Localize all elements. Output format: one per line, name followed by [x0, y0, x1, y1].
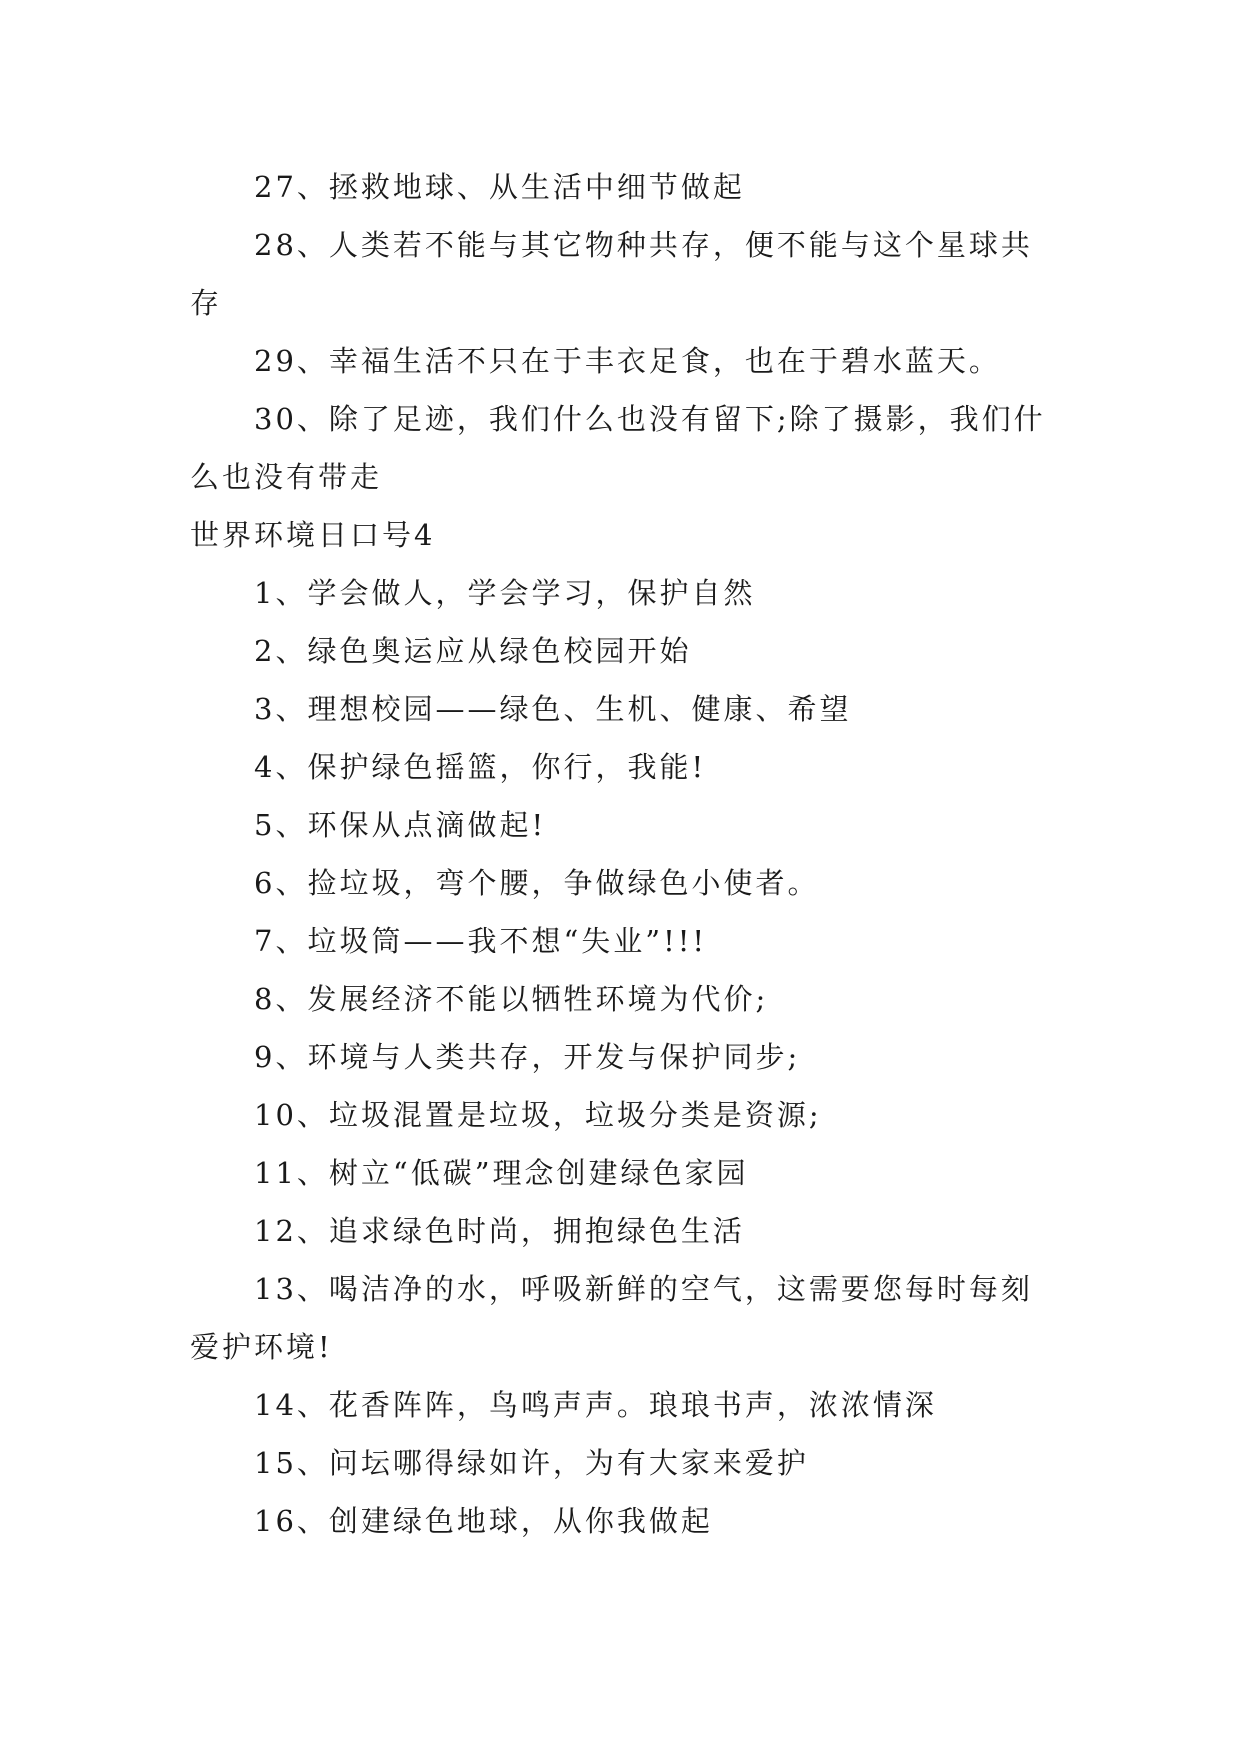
slogan-paragraph: 1、学会做人，学会学习，保护自然	[254, 576, 756, 610]
slogan-paragraph: 27、拯救地球、从生活中细节做起	[254, 170, 745, 204]
slogan-paragraph: 15、问坛哪得绿如许，为有大家来爱护	[254, 1446, 809, 1480]
slogan-paragraph: 10、垃圾混置是垃圾，垃圾分类是资源;	[254, 1098, 822, 1132]
slogan-paragraph: 8、发展经济不能以牺牲环境为代价;	[254, 982, 769, 1016]
slogan-paragraph: 13、喝洁净的水，呼吸新鲜的空气，这需要您每时每刻爱护环境!	[190, 1272, 1033, 1364]
slogan-paragraph: 29、幸福生活不只在于丰衣足食，也在于碧水蓝天。	[254, 344, 1001, 378]
slogan-paragraph: 5、环保从点滴做起!	[254, 808, 547, 842]
slogan-paragraph: 28、人类若不能与其它物种共存，便不能与这个星球共存	[190, 228, 1033, 320]
slogan-paragraph: 3、理想校园——绿色、生机、健康、希望	[254, 692, 852, 726]
slogan-paragraph: 2、绿色奥运应从绿色校园开始	[254, 634, 692, 668]
slogan-paragraph: 9、环境与人类共存，开发与保护同步;	[254, 1040, 801, 1074]
slogan-paragraph: 30、除了足迹，我们什么也没有留下;除了摄影，我们什么也没有带走	[190, 402, 1046, 494]
slogan-paragraph: 12、追求绿色时尚，拥抱绿色生活	[254, 1214, 745, 1248]
slogan-paragraph: 4、保护绿色摇篮，你行，我能!	[254, 750, 707, 784]
slogan-paragraph: 14、花香阵阵，鸟鸣声声。琅琅书声，浓浓情深	[254, 1388, 937, 1422]
section-heading: 世界环境日口号4	[190, 518, 436, 552]
slogan-paragraph: 11、树立“低碳”理念创建绿色家园	[254, 1156, 749, 1190]
document-body	[190, 158, 1052, 1550]
slogan-paragraph: 6、捡垃圾，弯个腰，争做绿色小使者。	[254, 866, 820, 900]
slogan-paragraph: 7、垃圾筒——我不想“失业”!!!	[254, 924, 708, 958]
slogan-paragraph: 16、创建绿色地球，从你我做起	[254, 1504, 713, 1538]
